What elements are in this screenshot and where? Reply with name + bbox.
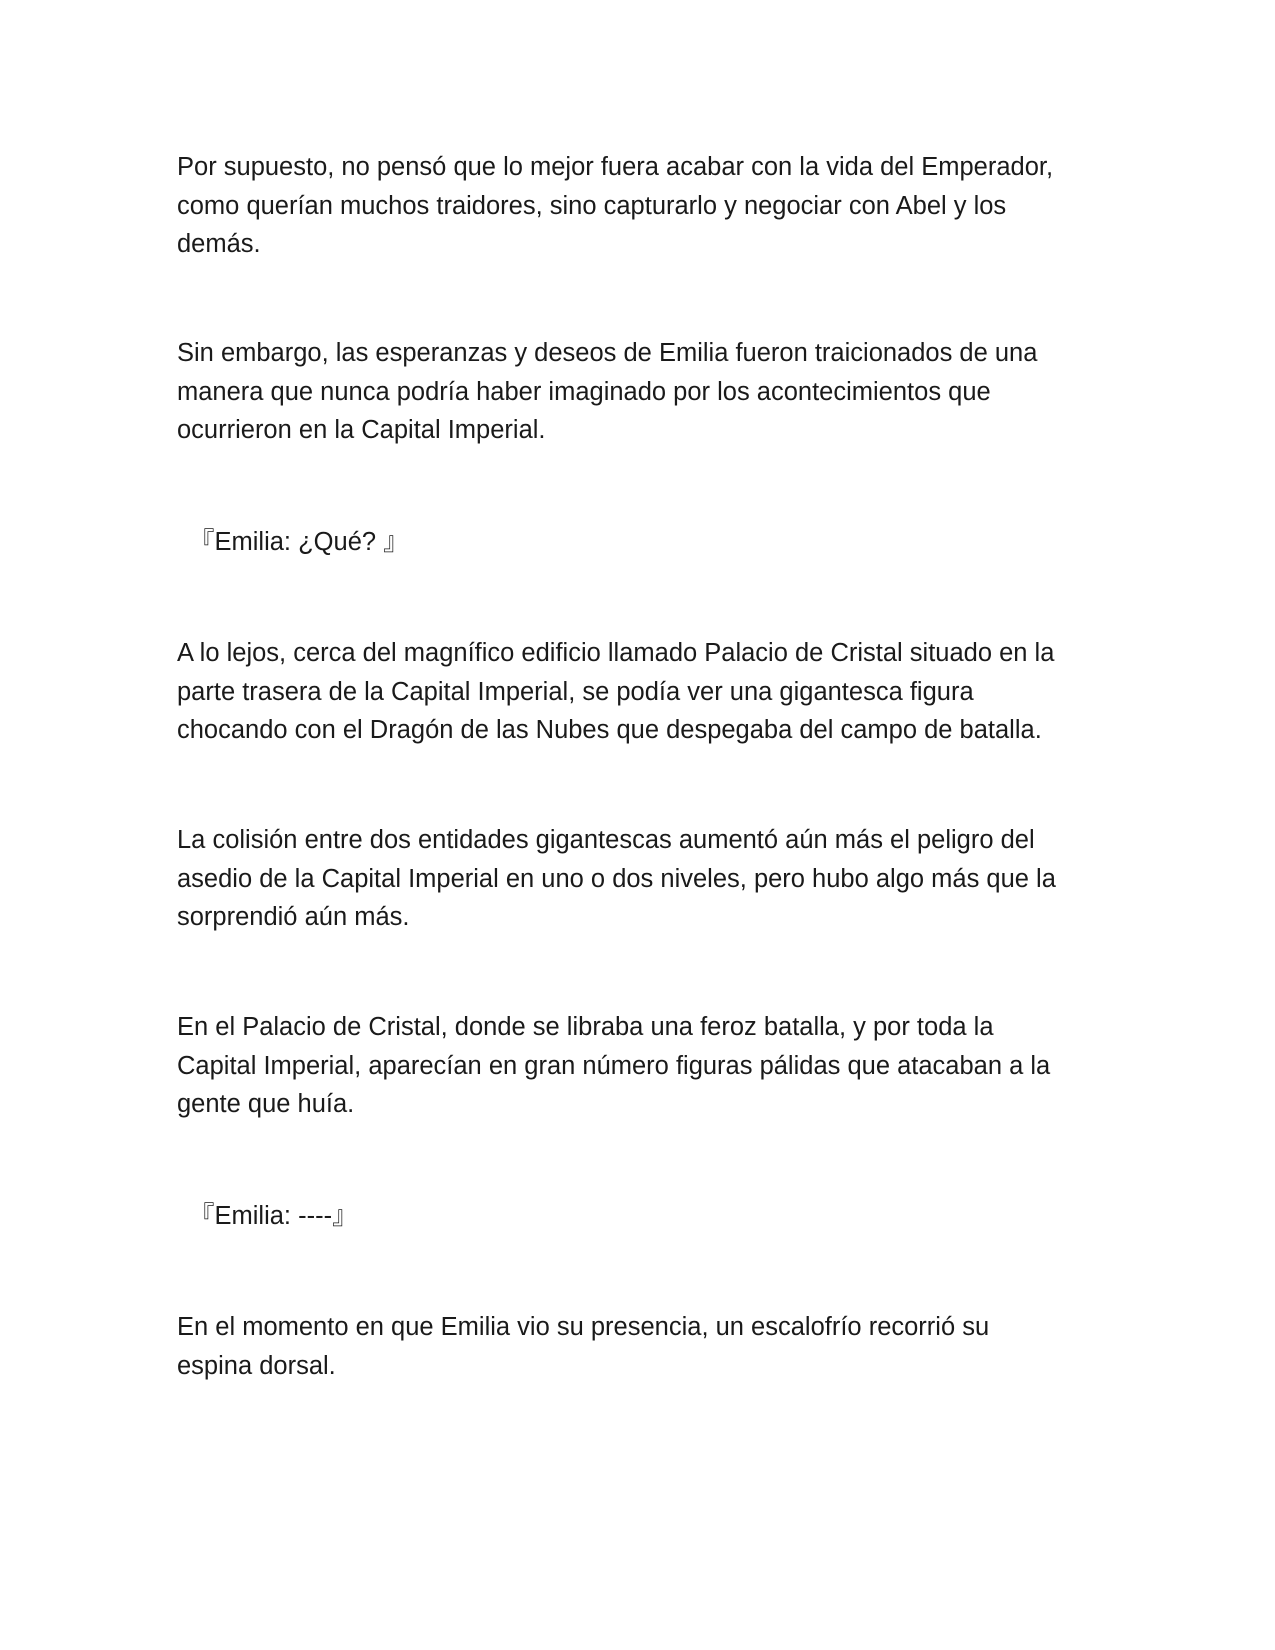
- paragraph-2: Sin embargo, las esperanzas y deseos de Emilia fueron traicionados de una manera que nunca podría haber imaginado por los acontecimientos que ocurrieron en la Capital Imperial.: [177, 339, 1038, 444]
- dialogue-emilia-que: 『Emilia: ¿Qué? 』: [189, 528, 409, 556]
- paragraph-4: La colisión entre dos entidades gigantescas aumentó aún más el peligro del asedio de la Capital Imperial en uno o dos niveles, pero hubo algo más que la sorprendió aún más.: [177, 826, 1056, 931]
- paragraph-3: A lo lejos, cerca del magnífico edificio llamado Palacio de Cristal situado en la parte trasera de la Capital Imperial, se podía ver una gigantesca figura chocando con el Dragón de las Nubes que despegaba del campo de batalla.: [177, 639, 1055, 744]
- paragraph-5: En el Palacio de Cristal, donde se libraba una feroz batalla, y por toda la Capital Imperial, aparecían en gran número figuras pálidas que atacaban a la gente que huía.: [177, 1013, 1051, 1118]
- dialogue-emilia-silence: 『Emilia: ----』: [189, 1202, 358, 1230]
- paragraph-1: Por supuesto, no pensó que lo mejor fuera acabar con la vida del Emperador, como querían muchos traidores, sino capturarlo y negociar con Abel y los demás.: [177, 153, 1054, 258]
- paragraph-6: En el momento en que Emilia vio su presencia, un escalofrío recorrió su espina dorsal.: [177, 1313, 990, 1380]
